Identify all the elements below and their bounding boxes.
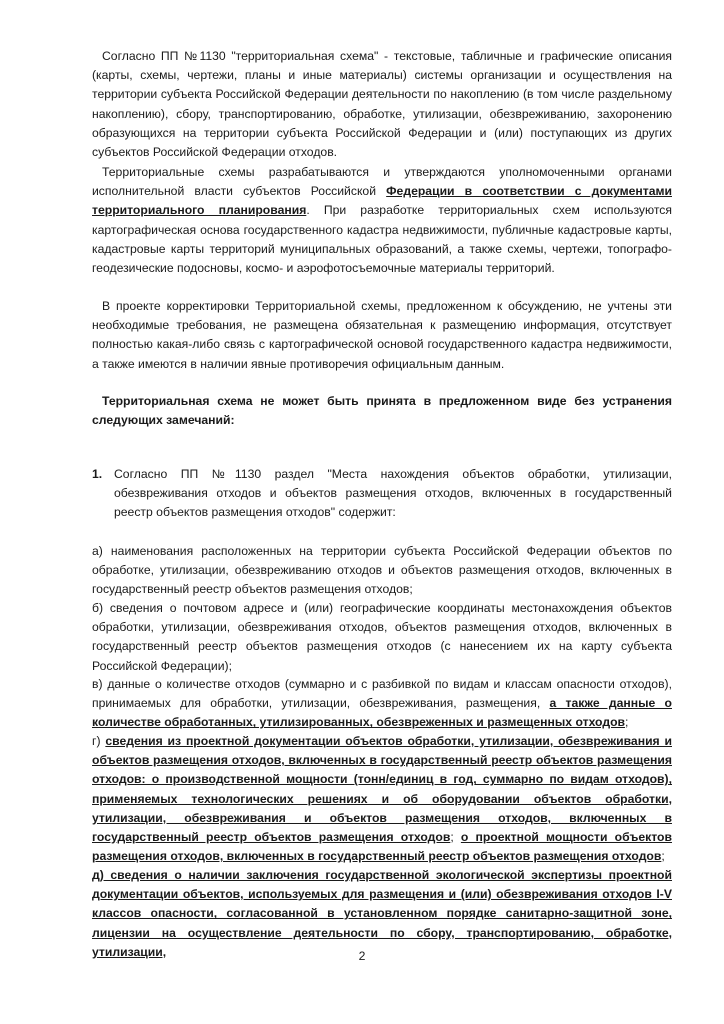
page-number: 2 xyxy=(358,949,366,963)
paragraph-project-critique: В проекте корректировки Территориальной схемы, предложенном к обсуждению, не учтены эти необходимые требования, не размещена обязательная к размещению информация, отсутствует полностью какая-либо связь с картографической основой государственного кадастра недвижимости, а также имеются в наличии явные противоречия официальным данным. xyxy=(92,299,672,371)
subitem-g xyxy=(92,732,672,866)
emphasis-territorial-planning: Федерации в соответствии с документами территориального планирования xyxy=(92,184,672,218)
subitem-v-end: ; xyxy=(625,715,629,730)
subitem-g-end: ; xyxy=(661,849,665,864)
paragraph-conclusion-heading: Территориальная схема не может быть принята в предложенном виде без устранения следующих замечаний: xyxy=(92,394,672,428)
subitem-g-emphasis-1: сведения из проектной документации объектов обработки, утилизации, обезвреживания и объектов размещения отходов, включенных в государственный реестр объектов размещения отходов: о производственной мощности (тонн/единиц в год, суммарно по видам отходов), применяемых технологических решениях и об оборудовании объектов обработки, утилизации, обезвреживания и объектов размещения отходов, включенных в государственный реестр объектов размещения отходов xyxy=(92,734,672,845)
subitem-g-emphasis-2: о проектной мощности объектов размещения отходов, включенных в государственный реестр объектов размещения отходов xyxy=(92,830,672,864)
list-item-number: 1. xyxy=(92,467,103,481)
list-item-text: Согласно ПП №1130 раздел "Места нахождения объектов обработки, утилизации, обезвреживания отходов и объектов размещения отходов, включенных в государственный реестр объектов размещения отходов" содержит: xyxy=(114,467,672,520)
paragraph-development xyxy=(92,163,672,278)
subitem-d: д) сведения о наличии заключения государственной экологической экспертизы проектной документации объектов, используемых для размещения и (или) обезвреживания отходов I-V классов опасности, согласованной в установленном порядке санитарно-защитной зоне, лицензии на осуществление деятельности по сбору, транспортированию, обработке, утилизации, xyxy=(92,868,672,959)
subitem-g-letter: г) xyxy=(92,734,106,748)
subitem-v-start: в) данные о количестве отходов (суммарно и с разбивкой по видам и классам опасности отходов), принимаемых для обработки, утилизации, обезвреживания, размещения, xyxy=(92,677,672,711)
paragraph-development-end: . При разработке территориальных схем используются картографическая основа государственного кадастра недвижимости, публичные кадастровые карты, кадастровые карты территорий муниципальных образований, а также схемы, чертежи, топографо-геодезические подосновы, космо- и аэрофотосъемочные материалы территорий. xyxy=(92,203,672,276)
subitem-v-emphasis: а также данные о количестве обработанных, утилизированных, обезвреженных и размещенных отходов xyxy=(92,696,672,730)
subitem-g-separator: ; xyxy=(450,830,461,845)
paragraph-development-start: Территориальные схемы разрабатываются и утверждаются уполномоченными органами исполнительной власти субъектов Российской xyxy=(92,165,672,199)
paragraph-definition: Согласно ПП №1130 "территориальная схема" - текстовые, табличные и графические описания (карты, схемы, чертежи, планы и иные материалы) системы организации и осуществления на территории субъекта Российской Федерации деятельности по накоплению (в том числе раздельному накоплению), сбору, транспортированию, обработке, утилизации, обезвреживанию, захоронению образующихся на территории субъекта Российской Федерации и (или) поступающих из других субъектов Российской Федерации отходов. xyxy=(92,49,672,160)
subitem-b: б) сведения о почтовом адресе и (или) географические координаты местонахождения объектов обработки, утилизации, обезвреживания отходов, объектов размещения отходов, включенных в государственный реестр объектов размещения отходов (с нанесением их на карту субъекта Российской Федерации); xyxy=(92,601,672,673)
subitem-a: а) наименования расположенных на территории субъекта Российской Федерации объектов по обработке, утилизации, обезвреживанию отходов и объектов размещения отходов, включенных в государственный реестр объектов размещения отходов; xyxy=(92,544,672,597)
subitem-v xyxy=(92,675,672,733)
